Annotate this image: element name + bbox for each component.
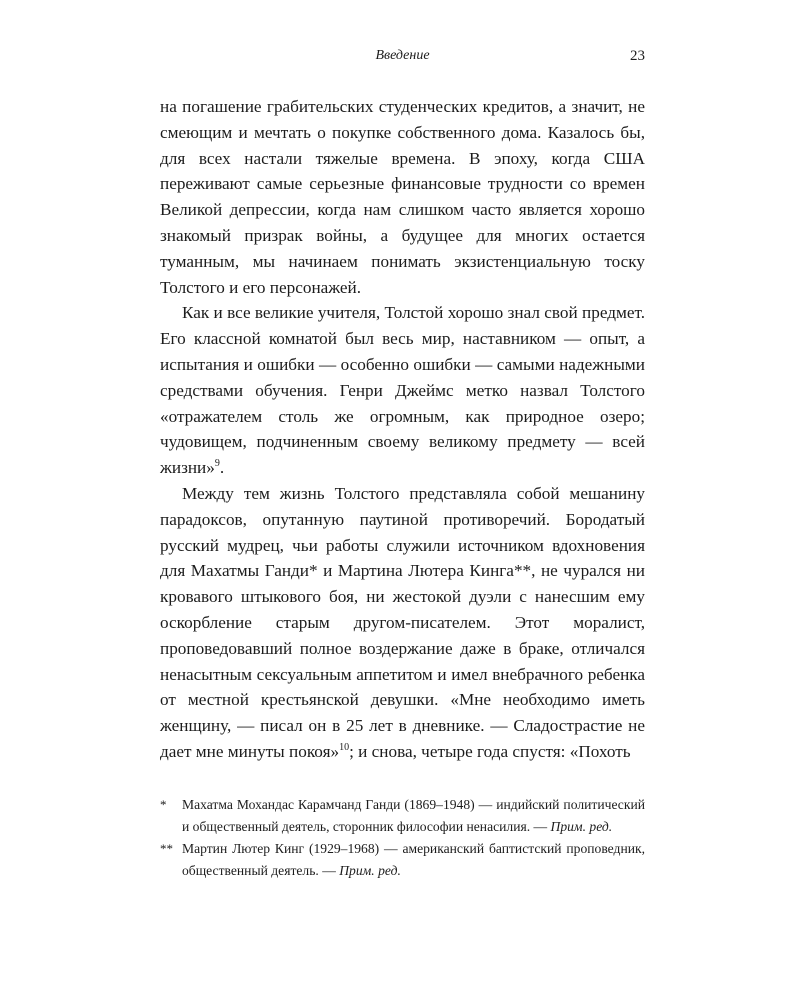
paragraph-3-text: Между тем жизнь Толстого представляла собой мешанину парадоксов, опутанную паутиной противоречий. Бородатый русский мудрец, чьи работы служили источником вдохновения для Махатмы Ганди* и Мартина Лютера Кинга**, не чурался ни кровавого штыкового боя, ни жестокой дуэли с нанесшим ему оскорбление старым другом-писателем. Этот моралист, проповедовавший полное воздержание даже в браке, отличался ненасытным сексуальным аппетитом и имел внебрачного ребенка от местной крестьянской девушки. «Мне необходимо иметь женщину, — писал он в 25 лет в дневнике. — Сладострастие не дает мне минуты покоя» xyxy=(160,483,645,761)
footnote-marker: ** xyxy=(160,841,173,856)
running-title: Введение xyxy=(375,48,430,63)
footnote-king xyxy=(160,838,645,881)
footnotes xyxy=(160,794,645,882)
footnote-marker: * xyxy=(160,797,167,812)
footnote-gandhi xyxy=(160,794,645,837)
body-text xyxy=(160,94,645,765)
paragraph-1 xyxy=(160,94,645,300)
paragraph-3 xyxy=(160,481,645,765)
endnote-ref-10: 10 xyxy=(339,741,350,753)
running-head xyxy=(160,48,645,70)
paragraph-2-text: Как и все великие учителя, Толстой хорошо знал свой предмет. Его классной комнатой был весь мир, наставником — опыт, а испытания и ошибки — особенно ошибки — самыми надежными средствами обучения. Генри Джеймс метко назвал Толстого «отражателем столь же огромным, как природное озеро; чудовищем, подчиненным своему великому предмету — всей жизни» xyxy=(160,303,645,478)
editor-note: Прим. ред. xyxy=(550,818,613,834)
editor-note: Прим. ред. xyxy=(339,862,401,878)
paragraph-1-text: на погашение грабительских студенческих кредитов, а значит, не смеющим и мечтать о покупке собственного дома. Казалось бы, для всех настали тяжелые времена. В эпоху, когда США переживают самые серьезные финансовые трудности со времен Великой депрессии, когда нам слишком часто является хорошо знакомый призрак войны, а будущее для многих остается туманным, мы начинаем понимать экзистенциальную тоску Толстого и его персонажей. xyxy=(160,97,645,297)
footnote-text: Махатма Мохандас Карамчанд Ганди (1869–1948) — индийский политический и общественный деятель, сторонник философии ненасилия. — xyxy=(182,797,645,834)
paragraph-2: Как и все великие учителя, Толстой хорошо знал свой предмет. Его классной комнатой был весь мир, наставником — опыт, а испытания и ошибки — особенно ошибки — самыми надежными средствами обучения. Генри Джеймс метко назвал Толстого «отражателем столь же огромным, как природное озеро; чудовищем, подчиненным своему великому предмету — всей жизни»$^9$. xyxy=(160,303,645,478)
paragraph-3-continuation: ; и снова, четыре года спустя: «Похоть xyxy=(349,741,631,761)
book-page xyxy=(160,0,645,1000)
endnote-ref-9: 9 xyxy=(214,458,220,470)
page-number: 23 xyxy=(630,48,645,64)
footnote-text: Мартин Лютер Кинг (1929–1968) — американский баптистский проповедник, общественный деятель. — xyxy=(182,841,645,878)
